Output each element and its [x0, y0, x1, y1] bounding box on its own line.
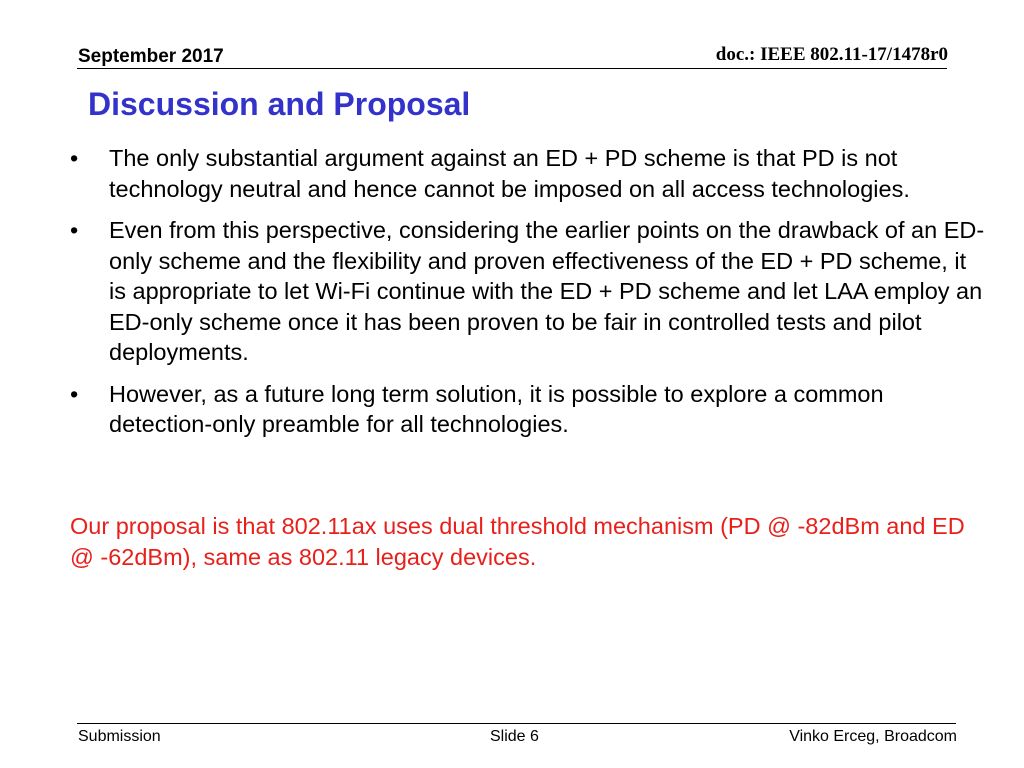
bullet-dot-icon: • [70, 217, 79, 243]
bullet-item [70, 143, 985, 204]
bullet-text: However, as a future long term solution, it is possible to explore a common detection-only preamble for all technologies. [109, 380, 884, 437]
bullet-item [70, 215, 985, 368]
bullet-item [70, 379, 985, 440]
bullet-dot-icon: • [70, 380, 79, 407]
bullet-text: Even from this perspective, considering the earlier points on the drawback of an ED-only scheme and the flexibility and proven effectiveness of the ED + PD scheme, it is appropriate to let Wi-Fi continue with the ED + PD scheme and let LAA employ an ED-only scheme once it has been proven to be fair in controlled tests and pilot deployments. [109, 217, 985, 365]
header-divider [77, 68, 947, 69]
footer-slide-number: Slide 6 [490, 728, 539, 745]
header-document-id: doc.: IEEE 802.11-17/1478r0 [715, 44, 948, 65]
header-date: September 2017 [78, 46, 224, 67]
slide-title: Discussion and Proposal [88, 86, 471, 122]
footer-divider [77, 723, 956, 724]
bullet-text: The only substantial argument against an ED + PD scheme is that PD is not technology neutral and hence cannot be imposed on all access technologies. [109, 145, 910, 202]
proposal-statement: Our proposal is that 802.11ax uses dual threshold mechanism (PD @ -82dBm and ED @ -62dBm), same as 802.11 legacy devices. [70, 513, 965, 570]
footer-author: Vinko Erceg, Broadcom [789, 728, 957, 745]
footer-submission: Submission [78, 728, 161, 745]
bullet-dot-icon: • [70, 145, 79, 171]
bullet-list [70, 143, 985, 451]
